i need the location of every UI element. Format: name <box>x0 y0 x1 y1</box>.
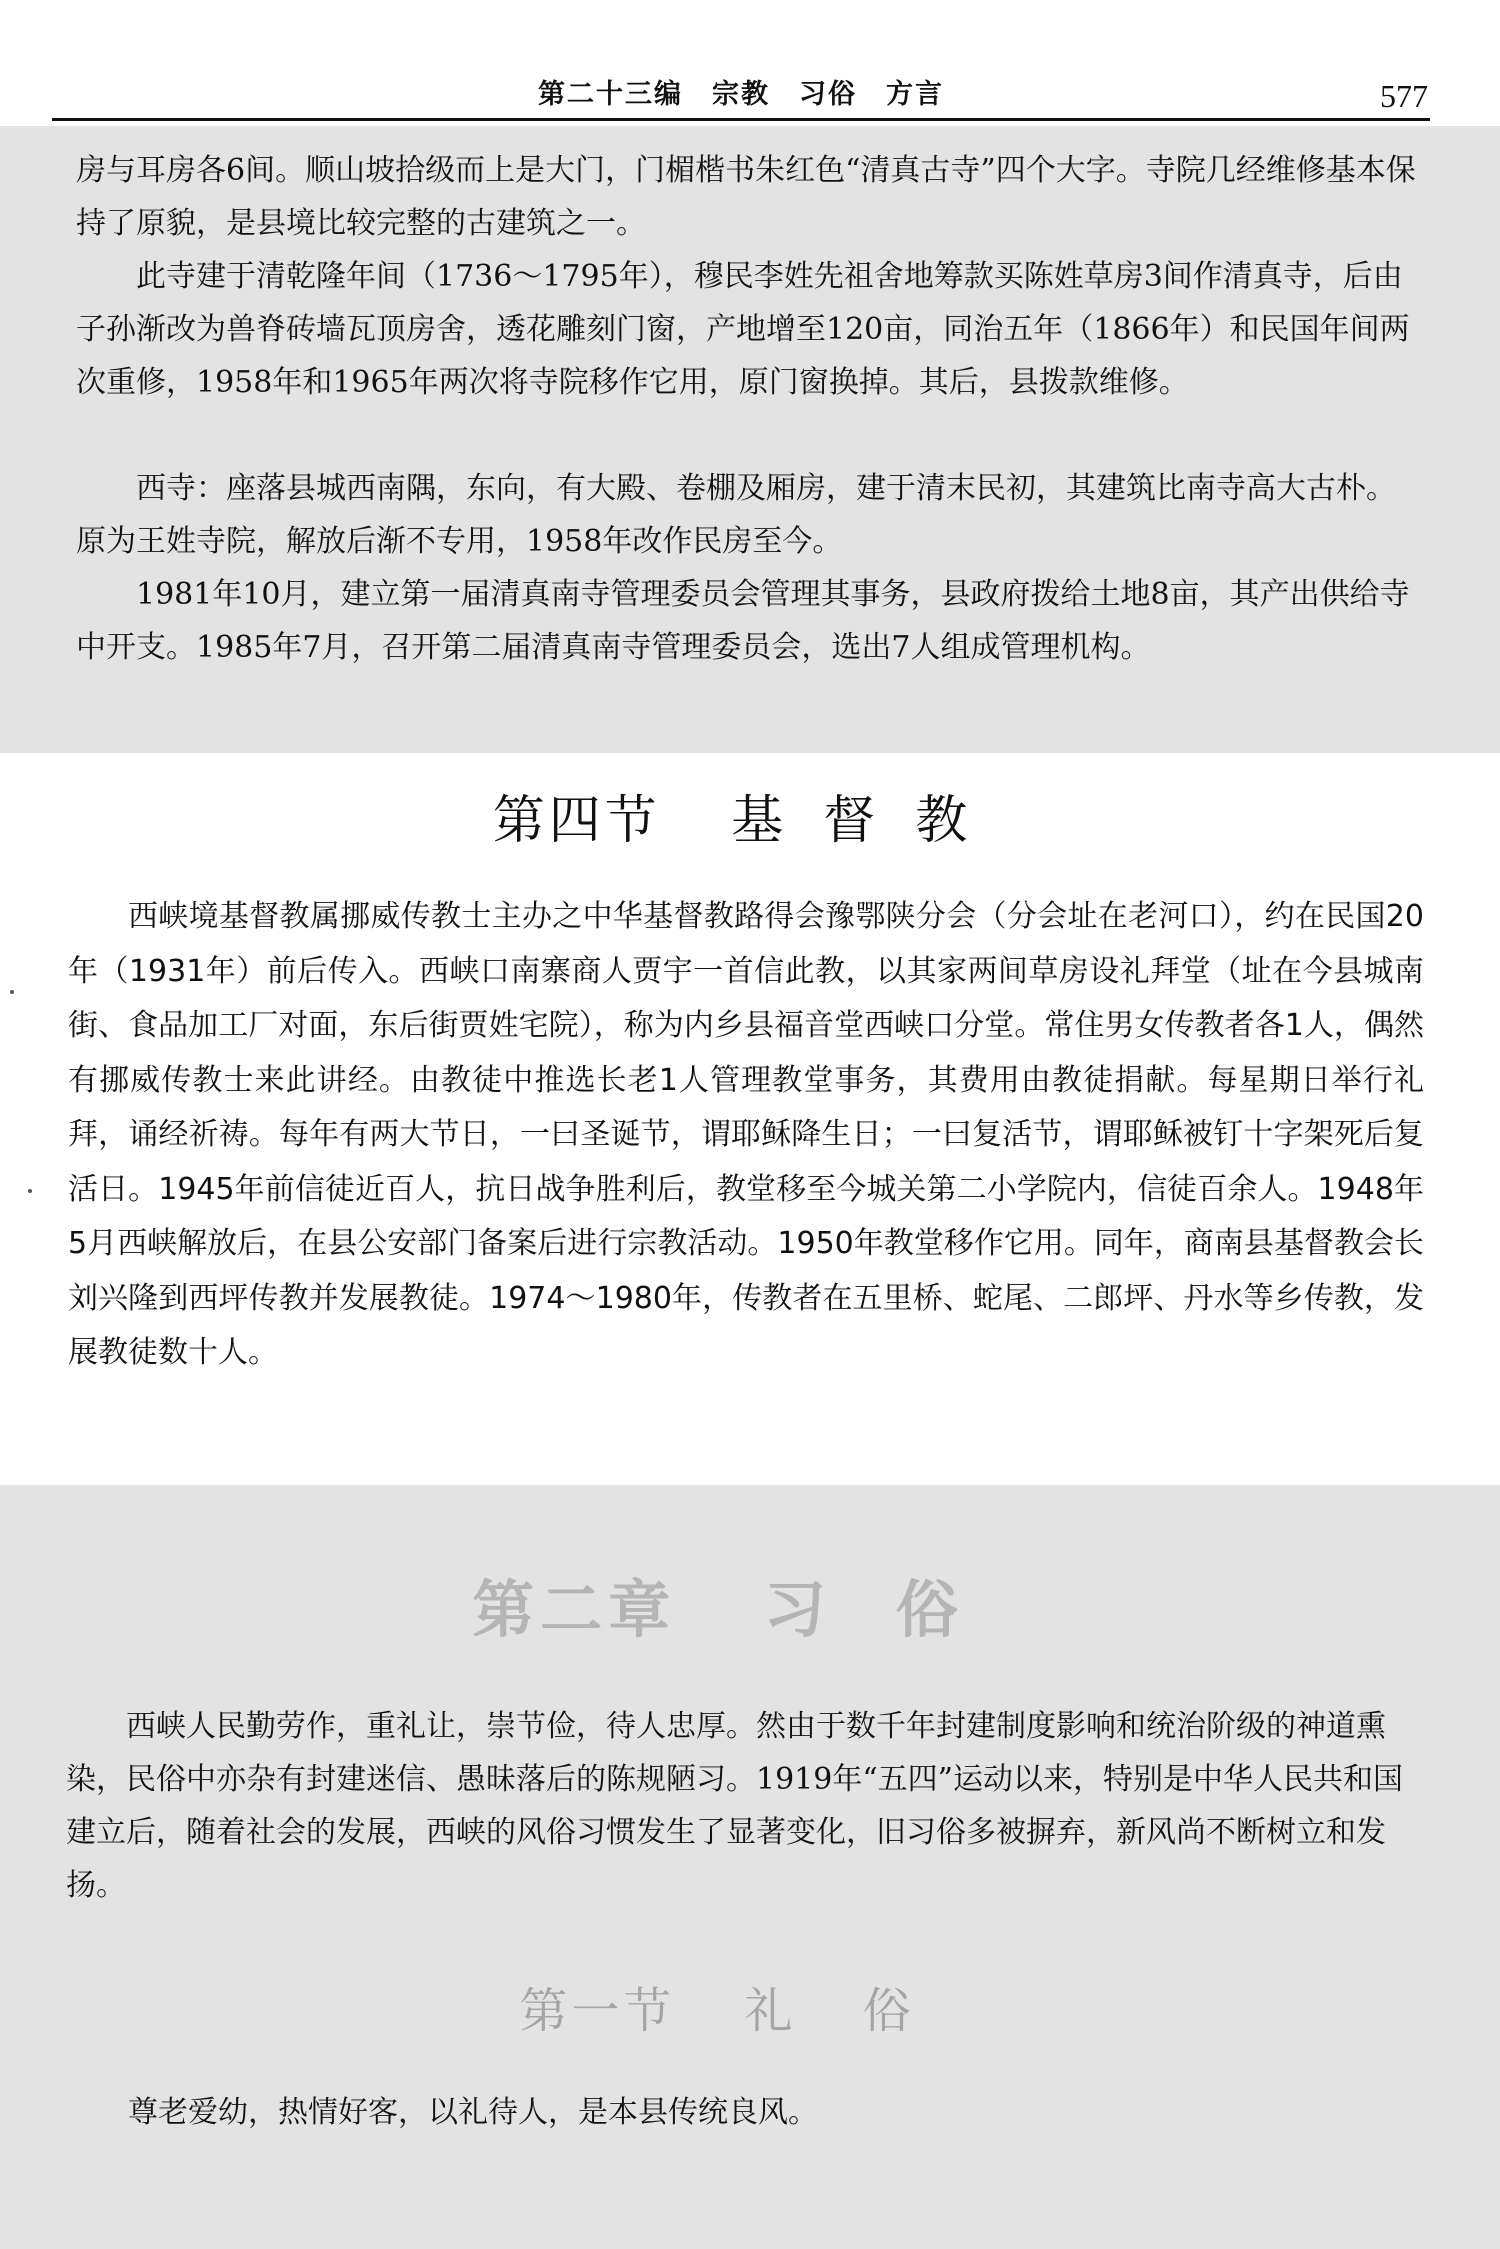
subsection-heading <box>0 1972 1500 2041</box>
faded-paragraph: 此寺建于清乾隆年间（1736～1795年），穆民李姓先祖舍地筹款买陈姓草房3间作清真寺，后由子孙渐改为兽脊砖墙瓦顶房舍，透花雕刻门窗，产地增至120亩，同治五年（1866年）和民国年间两次重修，1958年和1965年两次将寺院移作它用，原门窗换掉。其后，县拨款维修。 <box>76 259 1410 400</box>
chapter-heading <box>0 1560 1500 1649</box>
page-number: 577 <box>1380 78 1428 114</box>
subsection-heading-prefix: 第一节 <box>519 1983 676 2039</box>
running-header-title: 第二十三编 宗教 习俗 方言 <box>538 79 944 110</box>
faded-paragraph: 1981年10月，建立第一届清真南寺管理委员会管理其事务，县政府拨给土地8亩，其产出供给寺中开支。1985年7月，召开第二届清真南寺管理委员会，选出7人组成管理机构。 <box>76 577 1410 665</box>
chapter-intro-paragraph: 西峡人民勤劳作，重礼让，崇节俭，待人忠厚。然由于数千年封建制度影响和统治阶级的神道熏染，民俗中亦杂有封建迷信、愚昧落后的陈规陋习。1919年“五四”运动以来，特别是中华人民共和国建立后，随着社会的发展，西峡的风俗习惯发生了显著变化，旧习俗多被摒弃，新风尚不断树立和发扬。 <box>66 1709 1404 1903</box>
faded-paragraph: 房与耳房各6间。顺山坡拾级而上是大门，门楣楷书朱红色“清真古寺”四个大字。寺院几经维修基本保持了原貌，是县境比较完整的古建筑之一。 <box>76 153 1416 241</box>
section-heading-title: 基督教 <box>731 791 1008 851</box>
section-heading <box>0 778 1500 853</box>
chapter-heading-prefix: 第二章 <box>472 1573 677 1646</box>
section-heading-prefix: 第四节 <box>492 791 661 851</box>
scan-speck <box>28 1189 32 1193</box>
running-header <box>52 72 1430 121</box>
subsection-heading-title: 礼俗 <box>744 1983 981 2039</box>
scan-speck <box>10 990 14 994</box>
section-body-paragraph: 西峡境基督教属挪威传教士主办之中华基督教路得会豫鄂陕分会（分会址在老河口），约在民国20年（1931年）前后传入。西峡口南寨商人贾宇一首信此教，以其家两间草房设礼拜堂（址在今县城南街、食品加工厂对面，东后街贾姓宅院），称为内乡县福音堂西峡口分堂。常住男女传教者各1人，偶然有挪威传教士来此讲经。由教徒中推选长老1人管理教堂事务，其费用由教徒捐献。每星期日举行礼拜，诵经祈祷。每年有两大节日，一曰圣诞节，谓耶稣降生日；一曰复活节，谓耶稣被钉十字架死后复活日。1945年前信徒近百人，抗日战争胜利后，教堂移至今城关第二小学院内，信徒百余人。1948年5月西峡解放后，在县公安部门备案后进行宗教活动。1950年教堂移作它用。同年，商南县基督教会长刘兴隆到西坪传教并发展教徒。1974～1980年，传教者在五里桥、蛇尾、二郎坪、丹水等乡传教，发展教徒数十人。 <box>68 899 1424 1370</box>
subsection-paragraph: 尊老爱幼，热情好客，以礼待人，是本县传统良风。 <box>128 2095 818 2130</box>
faded-paragraph: 西寺：座落县城西南隅，东向，有大殿、卷棚及厢房，建于清末民初，其建筑比南寺高大古朴。原为王姓寺院，解放后渐不专用，1958年改作民房至今。 <box>76 471 1396 559</box>
chapter-heading-title: 习俗 <box>763 1573 1028 1646</box>
